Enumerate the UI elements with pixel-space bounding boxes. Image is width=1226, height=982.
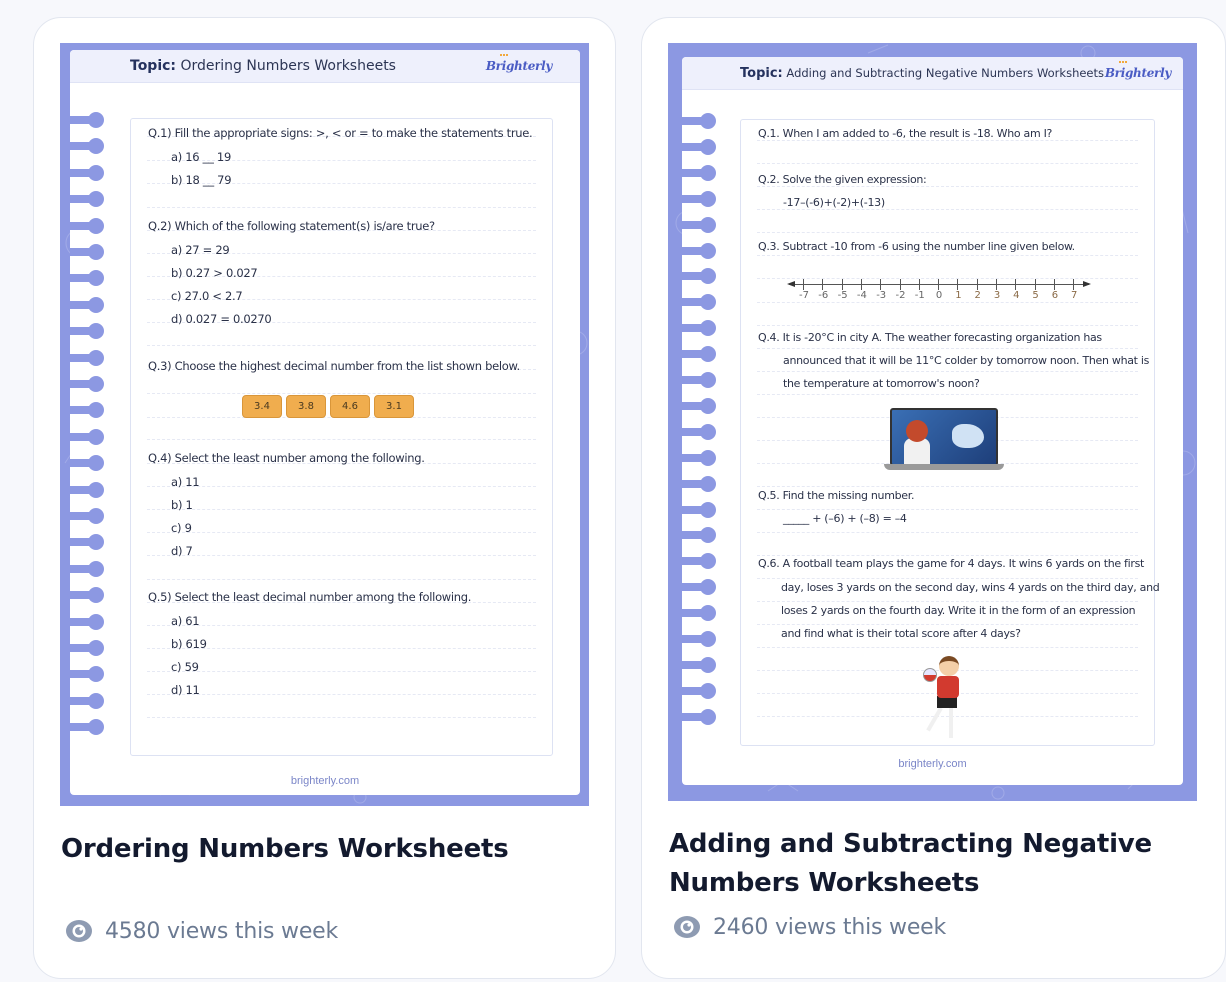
questions-box: [130, 118, 553, 756]
worksheet-card-ordering-numbers[interactable]: [33, 17, 616, 979]
binding-ring: [682, 113, 716, 129]
worksheet-page: [682, 57, 1183, 785]
binding-ring: [682, 579, 716, 595]
tick-label: -1: [914, 290, 925, 301]
binding-ring: [682, 398, 716, 414]
weather-presenter-laptop-illustration: [884, 408, 1004, 474]
question-2: Q.2. Solve the given expression:: [758, 173, 927, 186]
tick: [977, 279, 978, 290]
binding-ring: [70, 719, 104, 735]
tick: [919, 279, 920, 290]
tick: [996, 279, 997, 290]
question-3: Q.3. Subtract -10 from -6 using the number line given below.: [758, 240, 1075, 253]
tick: [1073, 279, 1074, 290]
chip: 3.1: [374, 395, 414, 418]
tick-label: 4: [1013, 290, 1020, 301]
question-2: Q.2) Which of the following statement(s) is/are true?: [148, 219, 435, 233]
expression: -17–(-6)+(-2)+(-13): [783, 196, 885, 209]
question-6-line: day, loses 3 yards on the second day, wins 4 yards on the third day, and: [781, 581, 1160, 594]
tick: [1054, 279, 1055, 290]
binding-ring: [682, 527, 716, 543]
tick: [957, 279, 958, 290]
tick-label: -7: [799, 290, 809, 301]
tick-label: 0: [935, 290, 943, 301]
equation: _____ + (–6) + (–8) = –4: [783, 512, 907, 525]
binding-ring: [70, 191, 104, 207]
binding-ring: [70, 666, 104, 682]
binding-ring: [682, 294, 716, 310]
option: b) 1: [171, 498, 193, 512]
binding-ring: [70, 376, 104, 392]
question-5: Q.5) Select the least decimal number among the following.: [148, 590, 472, 604]
tick: [900, 279, 901, 290]
binding-ring: [682, 217, 716, 233]
site-url: brighterly.com: [290, 775, 360, 787]
topic-title: Topic: Adding and Subtracting Negative Numbers Worksheets: [740, 65, 1105, 81]
number-line: [789, 278, 1089, 304]
worksheet-page: [70, 50, 580, 795]
binding-ring: [70, 244, 104, 260]
view-count: [65, 917, 338, 945]
tick: [822, 279, 823, 290]
binding-ring: [70, 323, 104, 339]
binding-ring: [682, 372, 716, 388]
binding-ring: [70, 138, 104, 154]
binding-ring: [682, 165, 716, 181]
option: b) 619: [171, 637, 207, 651]
binding-ring: [70, 270, 104, 286]
tick-label: 6: [1051, 290, 1059, 301]
binding-ring: [70, 693, 104, 709]
binding-ring: [682, 139, 716, 155]
topic-header: [682, 57, 1183, 90]
binding-ring: [682, 450, 716, 466]
binding-ring: [70, 165, 104, 181]
option: d) 0.027 = 0.0270: [171, 312, 272, 326]
binding-ring: [70, 402, 104, 418]
question-4: Q.4) Select the least number among the following.: [148, 451, 425, 465]
question-1: Q.1) Fill the appropriate signs: >, < or = to make the statements true.: [148, 126, 533, 140]
tick-label: 3: [993, 290, 1001, 301]
binding-ring: [682, 243, 716, 259]
binding-ring: [70, 297, 104, 313]
question-3: Q.3) Choose the highest decimal number from the list shown below.: [148, 359, 520, 373]
worksheet-title[interactable]: Ordering Numbers Worksheets: [61, 834, 509, 864]
tick-label: -6: [818, 290, 829, 301]
option: d) 11: [171, 683, 200, 697]
question-4-line: the temperature at tomorrow's noon?: [783, 377, 980, 390]
tick-label: -3: [876, 290, 887, 301]
questions-box: [740, 119, 1160, 746]
option: c) 27.0 < 2.7: [171, 289, 243, 303]
spiral-binding: [682, 57, 722, 785]
boy-playing-football-illustration: [913, 656, 977, 742]
binding-ring: [682, 320, 716, 336]
question-6-line: and find what is their total score after 4 days?: [781, 627, 1021, 640]
binding-ring: [682, 424, 716, 440]
chip: 3.8: [286, 395, 326, 418]
question-1: Q.1. When I am added to -6, the result is -18. Who am I?: [758, 127, 1053, 140]
binding-ring: [70, 429, 104, 445]
tick: [861, 279, 862, 290]
binding-ring: [70, 534, 104, 550]
brighterly-logo: Brighterly: [1104, 66, 1171, 80]
eye-icon: [673, 913, 701, 941]
tick-label: -4: [856, 290, 867, 301]
eye-icon: [65, 917, 93, 945]
chip: 3.4: [242, 395, 282, 418]
tick: [842, 279, 843, 290]
option: a) 16 __ 19: [171, 150, 231, 164]
binding-ring: [70, 561, 104, 577]
tick: [880, 279, 881, 290]
binding-ring: [70, 112, 104, 128]
option: b) 18 __ 79: [171, 173, 232, 187]
tick-label: 7: [1071, 290, 1078, 301]
topic-header: [70, 50, 580, 83]
binding-ring: [682, 268, 716, 284]
worksheet-card-negative-numbers[interactable]: [641, 17, 1226, 979]
brighterly-logo: Brighterly: [485, 59, 552, 73]
tick-label: 2: [974, 290, 981, 301]
binding-ring: [682, 657, 716, 673]
option: a) 27 = 29: [171, 243, 230, 257]
option: c) 59: [171, 660, 199, 674]
option: b) 0.27 > 0.027: [171, 266, 258, 280]
tick: [1015, 279, 1016, 290]
option: a) 61: [171, 614, 200, 628]
tick: [803, 279, 804, 290]
binding-ring: [70, 508, 104, 524]
question-4: Q.4. It is -20°C in city A. The weather forecasting organization has: [758, 331, 1102, 344]
topic-title: Topic: Ordering Numbers Worksheets: [130, 58, 396, 74]
tick: [938, 279, 939, 290]
binding-ring: [682, 476, 716, 492]
binding-ring: [682, 709, 716, 725]
binding-ring: [70, 455, 104, 471]
tick: [1035, 279, 1036, 290]
tick-label: 5: [1032, 290, 1039, 301]
binding-ring: [682, 191, 716, 207]
view-count: [673, 913, 946, 941]
binding-ring: [682, 346, 716, 362]
binding-ring: [70, 350, 104, 366]
site-url: brighterly.com: [898, 758, 967, 770]
worksheet-preview-image[interactable]: [668, 43, 1197, 801]
views-text: 4580 views this week: [105, 918, 339, 944]
question-6: Q.6. A football team plays the game for 4 days. It wins 6 yards on the first: [758, 557, 1145, 570]
option: d) 7: [171, 544, 193, 558]
chip: 4.6: [330, 395, 370, 418]
binding-ring: [682, 683, 716, 699]
decimal-chips: [242, 395, 414, 418]
question-4-line: announced that it will be 11°C colder by tomorrow noon. Then what is: [783, 354, 1150, 367]
binding-ring: [70, 587, 104, 603]
option: c) 9: [171, 521, 192, 535]
binding-ring: [682, 605, 716, 621]
tick-label: 1: [955, 290, 962, 301]
spiral-binding: [70, 50, 110, 795]
worksheet-title[interactable]: Adding and Subtracting Negative Numbers Worksheets: [669, 829, 1152, 898]
binding-ring: [70, 640, 104, 656]
worksheet-preview-image[interactable]: [60, 43, 589, 806]
binding-ring: [70, 614, 104, 630]
binding-ring: [682, 502, 716, 518]
binding-ring: [682, 553, 716, 569]
tick-label: -5: [837, 290, 848, 301]
binding-ring: [682, 631, 716, 647]
question-6-line: loses 2 yards on the fourth day. Write it in the form of an expression: [781, 604, 1136, 617]
question-5: Q.5. Find the missing number.: [758, 489, 915, 502]
binding-ring: [70, 482, 104, 498]
tick-label: -2: [895, 290, 906, 301]
binding-ring: [70, 218, 104, 234]
option: a) 11: [171, 475, 200, 489]
views-text: 2460 views this week: [713, 914, 947, 940]
